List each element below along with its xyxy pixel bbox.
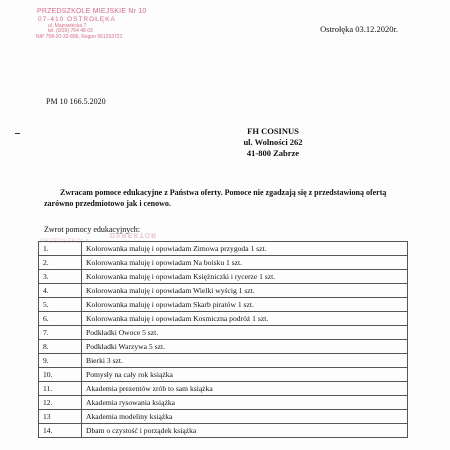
addressee-company: FH COSINUS <box>247 126 299 136</box>
table-row <box>39 368 408 382</box>
item-description: Bierki 3 szt. <box>82 354 408 368</box>
table-row <box>39 256 408 270</box>
addressee-block <box>0 126 450 159</box>
stamp-city: 07-410 OSTROŁĘKA <box>38 16 116 24</box>
item-number: 14. <box>39 424 82 438</box>
table-row <box>39 382 408 396</box>
table-row <box>39 270 408 284</box>
table-row <box>39 312 408 326</box>
table-row <box>39 242 408 256</box>
item-description: Podkładki Owoce 5 szt. <box>82 326 408 340</box>
item-number: 1. <box>39 242 82 256</box>
item-description: Akademia prezentów zrób to sam książka <box>82 382 408 396</box>
stamp-ids: NIP 758-20-32-896, Regon 561263721 <box>36 34 123 41</box>
item-number: 4. <box>39 284 82 298</box>
item-description: Akademia modeliny książka <box>82 410 408 424</box>
item-number: 10. <box>39 368 82 382</box>
item-description: Akademia rysowania książka <box>82 396 408 410</box>
table-row <box>39 410 408 424</box>
item-description: Kolorowanka maluję i opowiadam Skarb piratów 1 szt. <box>82 298 408 312</box>
item-number: 7. <box>39 326 82 340</box>
item-description: Dbam o czystość i porządek książka <box>82 424 408 438</box>
stamp-street: ul. Mazowiecka 7 <box>48 22 87 29</box>
school-stamp <box>34 8 174 41</box>
addressee-street: ul. Wolności 262 <box>243 137 303 147</box>
stamp-phone: tel. (0/29) 764 48 03 <box>48 28 93 35</box>
item-description: Kolorowanka maluję i opowiadam Kosmiczna podróż 1 szt. <box>82 312 408 326</box>
faint-stamp-text: DYREKTOR <box>110 231 158 238</box>
item-description: Kolorowanka maluję i opowiadam Na boisku 1 szt. <box>82 256 408 270</box>
intro-paragraph: Zwracam pomoce edukacyjne z Państwa oferty. Pomoce nie zgadzają się z przedstawioną ofertą zarówno przedmiotowo jak i cenowo. <box>44 188 387 208</box>
item-number: 12. <box>39 396 82 410</box>
table-row <box>39 396 408 410</box>
letter-date: Ostrołęka 03.12.2020r. <box>320 24 398 34</box>
item-number: 6. <box>39 312 82 326</box>
table-row <box>39 340 408 354</box>
item-number: 3. <box>39 270 82 284</box>
list-label: Zwrot pomocy edukacyjnych: <box>44 225 140 234</box>
item-description: Kolorowanka maluję i opowiadam Zimowa przygoda 1 szt. <box>82 242 408 256</box>
item-number: 2. <box>39 256 82 270</box>
table-row <box>39 298 408 312</box>
table-row <box>39 284 408 298</box>
items-table <box>38 241 408 438</box>
table-row <box>39 326 408 340</box>
item-number: 13 <box>39 410 82 424</box>
item-number: 5. <box>39 298 82 312</box>
reference-number: PM 10 166.5.2020 <box>46 97 106 106</box>
item-description: Pomysły na cały rok książka <box>82 368 408 382</box>
item-number: 9. <box>39 354 82 368</box>
item-description: Kolorowanka maluję i opowiadam Księżniczki i rycerze 1 szt. <box>82 270 408 284</box>
item-description: Podkładki Warzywa 5 szt. <box>82 340 408 354</box>
item-description: Kolorowanka maluję i opowiadam Wielki wyścig 1 szt. <box>82 284 408 298</box>
addressee-city: 41-800 Zabrze <box>246 148 300 158</box>
stamp-name: PRZEDSZKOLE MIEJSKIE Nr 10 <box>37 8 147 15</box>
item-number: 11. <box>39 382 82 396</box>
table-row <box>39 354 408 368</box>
table-row <box>39 424 408 438</box>
faint-stamp-text-secondary: PRZEDSZKOLA <box>40 239 90 245</box>
item-number: 8. <box>39 340 82 354</box>
